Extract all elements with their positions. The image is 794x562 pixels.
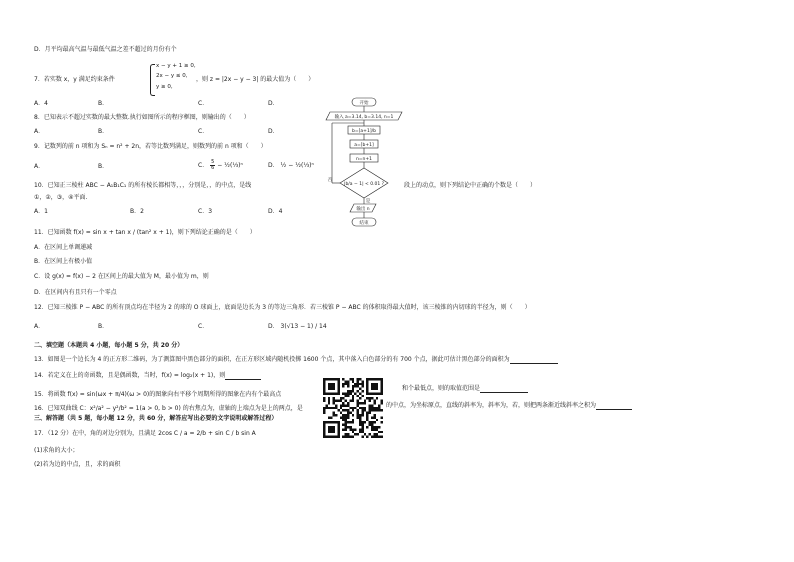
constraint-brace xyxy=(150,64,155,96)
q7-constraint-1: x − y + 1 ≥ 0, xyxy=(156,63,196,69)
q7-option-b: B． xyxy=(98,100,109,107)
answer-blank[interactable] xyxy=(225,373,261,380)
q7-option-a: A．4 xyxy=(34,100,48,107)
q16-stem: 16．已知双曲线 C：x²/a² − y²/b² = 1(a > 0, b > 0) 的右焦点为，虚轴的上端点为是上的两点，是 xyxy=(34,405,303,412)
q12-option-c: C． xyxy=(198,323,209,330)
q12-option-a: A． xyxy=(34,323,45,330)
q12-stem: 12．已知三棱锥 P − ABC 的所有顶点均在半径为 2 的球的 O 球面上，底面是边长为 3 的等边三角形．若三棱锥 P − ABC 的体积取得最大值时，该三棱锥的内切球的半径为，则（ ） xyxy=(34,304,531,311)
q10-items: ①，②，③，④平面. xyxy=(34,194,88,201)
flow-output-label: 输出 n xyxy=(356,207,370,212)
q7-stem-prefix: 7．若实数 x，y 满足约束条件 xyxy=(34,76,115,83)
q17-part-2: (2)若为边的中点，且，求的面积 xyxy=(34,461,121,468)
section-3-heading: 三、解答题（共 5 题，每小题 12 分，共 60 分，解答应写出必要的文字说明或解答过程） xyxy=(34,415,278,422)
q11-option-b: B．在区间上有极小值 xyxy=(34,258,93,265)
q8-option-a: A． xyxy=(34,128,45,135)
q10-stem-tail: 段上的动点，则下列结论中正确的个数是（ ） xyxy=(404,182,537,189)
q9-option-c xyxy=(198,160,243,171)
q15-tail-text: 和个最低点，则的取值范围是 xyxy=(402,385,481,392)
program-flowchart xyxy=(310,96,420,236)
q9-option-d xyxy=(268,162,314,170)
q9-option-d-rest: ½ − ½(⅓)ⁿ xyxy=(280,162,314,169)
q11-option-c: C．设 g(x) = f(x) − 2 在区间上的最大值为 M，最小值为 m，则 xyxy=(34,273,209,280)
q14-text: 14．若定义在上的奇函数，且是偶函数，当时，f(x) = log₂(x + 1)，则 xyxy=(34,372,226,379)
fraction-num: 5 xyxy=(211,159,215,165)
answer-blank[interactable] xyxy=(510,357,558,364)
q14-stem xyxy=(34,372,261,380)
q9-option-c-rest: − ½(⅓)ⁿ xyxy=(217,162,243,169)
q9-option-c-label: C． xyxy=(198,162,209,169)
flow-no-label: 否 xyxy=(327,178,333,183)
q8-option-c: C． xyxy=(198,128,209,135)
q10-option-d: D．4 xyxy=(268,208,283,215)
q10-option-b: B．2 xyxy=(130,208,144,215)
q16-tail-text: 的中点，为坐标原点，直线的斜率为，斜率为，若，则把两条渐近线斜率之积为 xyxy=(386,402,597,409)
q9-stem: 9．记数列的前 n 项和为 Sₙ = n² + 2n，若等比数列满足，则数列的前 n 项和（ ） xyxy=(34,143,267,150)
q7-option-d: D． xyxy=(268,100,279,107)
flow-yes-label: 是 xyxy=(365,199,371,204)
answer-blank[interactable] xyxy=(596,403,632,410)
q8-option-b: B． xyxy=(98,128,109,135)
q10-option-c: C．3 xyxy=(198,208,213,215)
q9-option-a: A． xyxy=(34,163,45,170)
qr-code-image xyxy=(323,378,383,438)
q12-option-d xyxy=(268,323,327,331)
flow-step2-label: a=[b+1] xyxy=(354,143,374,148)
flow-step3-label: n=n+1 xyxy=(355,157,373,162)
q7-option-c: C． xyxy=(198,100,209,107)
q16-stem-tail xyxy=(386,402,632,410)
flow-condition-label: |b/a − 1| < 0.01 ? xyxy=(343,182,385,187)
q8-option-d: D． xyxy=(268,128,279,135)
fraction-den: 6 xyxy=(211,165,215,171)
q11-stem: 11．已知函数 f(x) = sin x + tan x / (tan² x + 1)，则下列结论正确的是（ ） xyxy=(34,229,256,236)
q9-option-d-label: D． xyxy=(268,162,279,169)
q13-stem xyxy=(34,356,558,364)
q10-option-a: A．1 xyxy=(34,208,48,215)
q8-stem: 8．已知表示不超过实数的最大整数.执行如图所示的程序框图，则输出的（ ） xyxy=(34,114,250,121)
q10-stem: 10．已知正三棱柱 ABC − A₁B₁C₁ 的所有棱长都相等，，，分别是，，的中点，是线 xyxy=(34,182,252,189)
flow-start-label: 开始 xyxy=(359,101,369,106)
q11-option-d: D．在区间内有且只有一个零点 xyxy=(34,289,117,296)
q13-text: 13．如图是一个边长为 4 的正方形二维码，为了测算图中黑色部分的面积，在正方形区域内随机投掷 1600 个点，其中落入白色部分的有 700 个点，据此可估计黑色部分的面积为 xyxy=(34,356,510,363)
q17-part-1: (1)求角的大小； xyxy=(34,447,79,454)
q6-option-d: D．月平均最高气温与最低气温之差不超过的月份有个 xyxy=(34,46,177,53)
answer-blank[interactable] xyxy=(480,386,528,393)
q12-option-b: B． xyxy=(98,323,109,330)
section-2-heading: 二、填空题（本题共 4 小题，每小题 5 分，共 20 分） xyxy=(34,342,184,349)
q12-option-d-value: 3(√13 − 1) / 14 xyxy=(280,323,327,330)
q12-option-d-label: D． xyxy=(268,323,279,330)
flow-end-label: 结束 xyxy=(359,221,369,226)
q7-constraint-3: y ≥ 0, xyxy=(156,84,173,90)
fraction xyxy=(210,160,215,171)
q7-stem-suffix: ，则 z = |2x − y − 3| 的最大值为（ ） xyxy=(196,76,315,83)
q15-stem-tail xyxy=(402,385,528,393)
q9-option-b: B． xyxy=(98,163,109,170)
flow-step1-label: b=[a+1]/b xyxy=(352,129,376,134)
flow-input-label: 输入 a=3.14, b=3.14, n=1 xyxy=(334,115,394,120)
q17-stem: 17．（12 分）在中，角的对边分别为，且满足 2cos C / a = 2/b + sin C / b sin A xyxy=(34,430,256,437)
q7-constraint-2: 2x − y ≤ 0, xyxy=(156,73,188,79)
q11-option-a: A．在区间上单调递减 xyxy=(34,244,93,251)
q15-stem: 15．将函数 f(x) = sin(ωx + π/4)(ω > 0)的图象向右平移个周期所得的图象在内有个最高点 xyxy=(34,391,282,398)
